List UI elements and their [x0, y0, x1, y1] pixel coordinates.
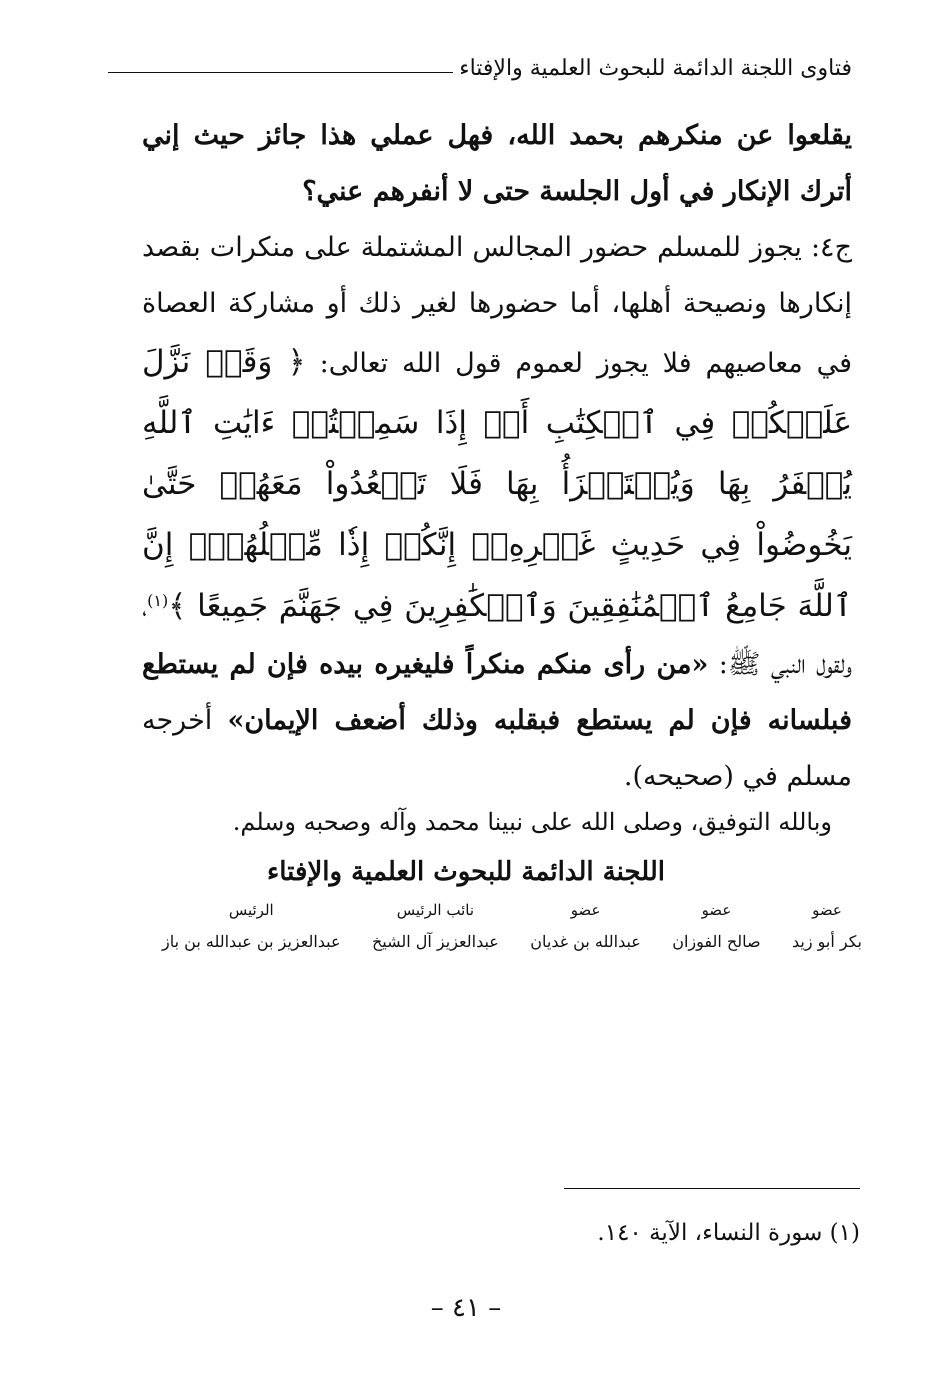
quran-verse: ﴿ وَقَدۡ نَزَّلَ عَلَيۡكُمۡ فِي ٱلۡكِتَٰبِ أَنۡ إِذَا سَمِعۡتُمۡ ءَايَٰتِ ٱللَّهِ يُكۡفَرُ بِهَا وَيُسۡتَهۡزَأُ بِهَا فَلَا تَقۡعُدُواْ مَعَهُمۡ حَتَّىٰ يَخُوضُواْ فِي حَدِيثٍ غَيۡرِهِۦٓ إِنَّكُمۡ إِذٗا مِّثۡلُهُمۡۗ إِنَّ ٱللَّهَ جَامِعُ ٱلۡمُنَٰفِقِينَ وَٱلۡكَٰفِرِينَ فِي جَهَنَّمَ جَمِيعًا ﴾ — [142, 344, 852, 624]
signatory-role: عضو — [701, 901, 732, 919]
signatory-name: صالح الفوزان — [672, 932, 761, 951]
closing-line: وبالله التوفيق، وصلى الله على نبينا محمد وآله وصحبه وسلم. — [232, 808, 832, 836]
answer-intro: ج٤: يجوز للمسلم حضور المجالس المشتملة على منكرات بقصد إنكارها ونصيحة أهلها، أما حضورها لغير ذلك أو مشاركة العصاة في معاصيهم فلا يجوز لعموم قول الله تعالى: — [142, 232, 853, 379]
hadith-text: «من رأى منكم منكراً فليغيره بيده فإن لم يستطع فبلسانه فإن لم يستطع فبقلبه وذلك أضعف الإيمان» — [142, 649, 852, 736]
fatwa-body — [142, 108, 852, 805]
signatory-name: عبدالعزيز بن عبدالله بن باز — [162, 932, 341, 951]
page-number: – ٤١ – — [430, 1293, 502, 1323]
signatory — [372, 898, 499, 962]
signatory — [792, 898, 862, 962]
footnote: (١) سورة النساء، الآية ١٤٠. — [597, 1220, 860, 1246]
running-header — [108, 52, 852, 86]
signatory-role: نائب الرئيس — [396, 901, 475, 919]
header-rule — [108, 72, 453, 73]
committee-title: اللجنة الدائمة للبحوث العلمية والإفتاء — [267, 857, 665, 887]
hadith-source: أخرجه مسلم في (صحيحه). — [142, 705, 852, 792]
signatory-role: عضو — [570, 901, 601, 919]
footnote-reference: (١) — [147, 591, 169, 610]
answer-paragraph — [142, 220, 852, 805]
signatory-name: عبدالعزيز آل الشيخ — [371, 932, 499, 951]
signatories — [162, 898, 862, 962]
answer-transition: ، ولقول النبي ﷺ: — [142, 592, 852, 680]
signatory — [162, 898, 341, 962]
running-title: فتاوى اللجنة الدائمة للبحوث العلمية والإفتاء — [459, 56, 852, 81]
question-text: يقلعوا عن منكرهم بحمد الله، فهل عملي هذا جائز حيث إني أترك الإنكار في أول الجلسة حتى لا أنفرهم عني؟ — [142, 120, 852, 207]
signatory-name: عبدالله بن غديان — [530, 932, 641, 951]
signatory-name: بكر أبو زيد — [791, 932, 862, 951]
signatory-role: عضو — [812, 901, 842, 919]
signatory — [672, 898, 760, 962]
signatory — [530, 898, 641, 962]
footnote-divider — [564, 1188, 860, 1189]
signatory-role: الرئيس — [228, 901, 274, 919]
